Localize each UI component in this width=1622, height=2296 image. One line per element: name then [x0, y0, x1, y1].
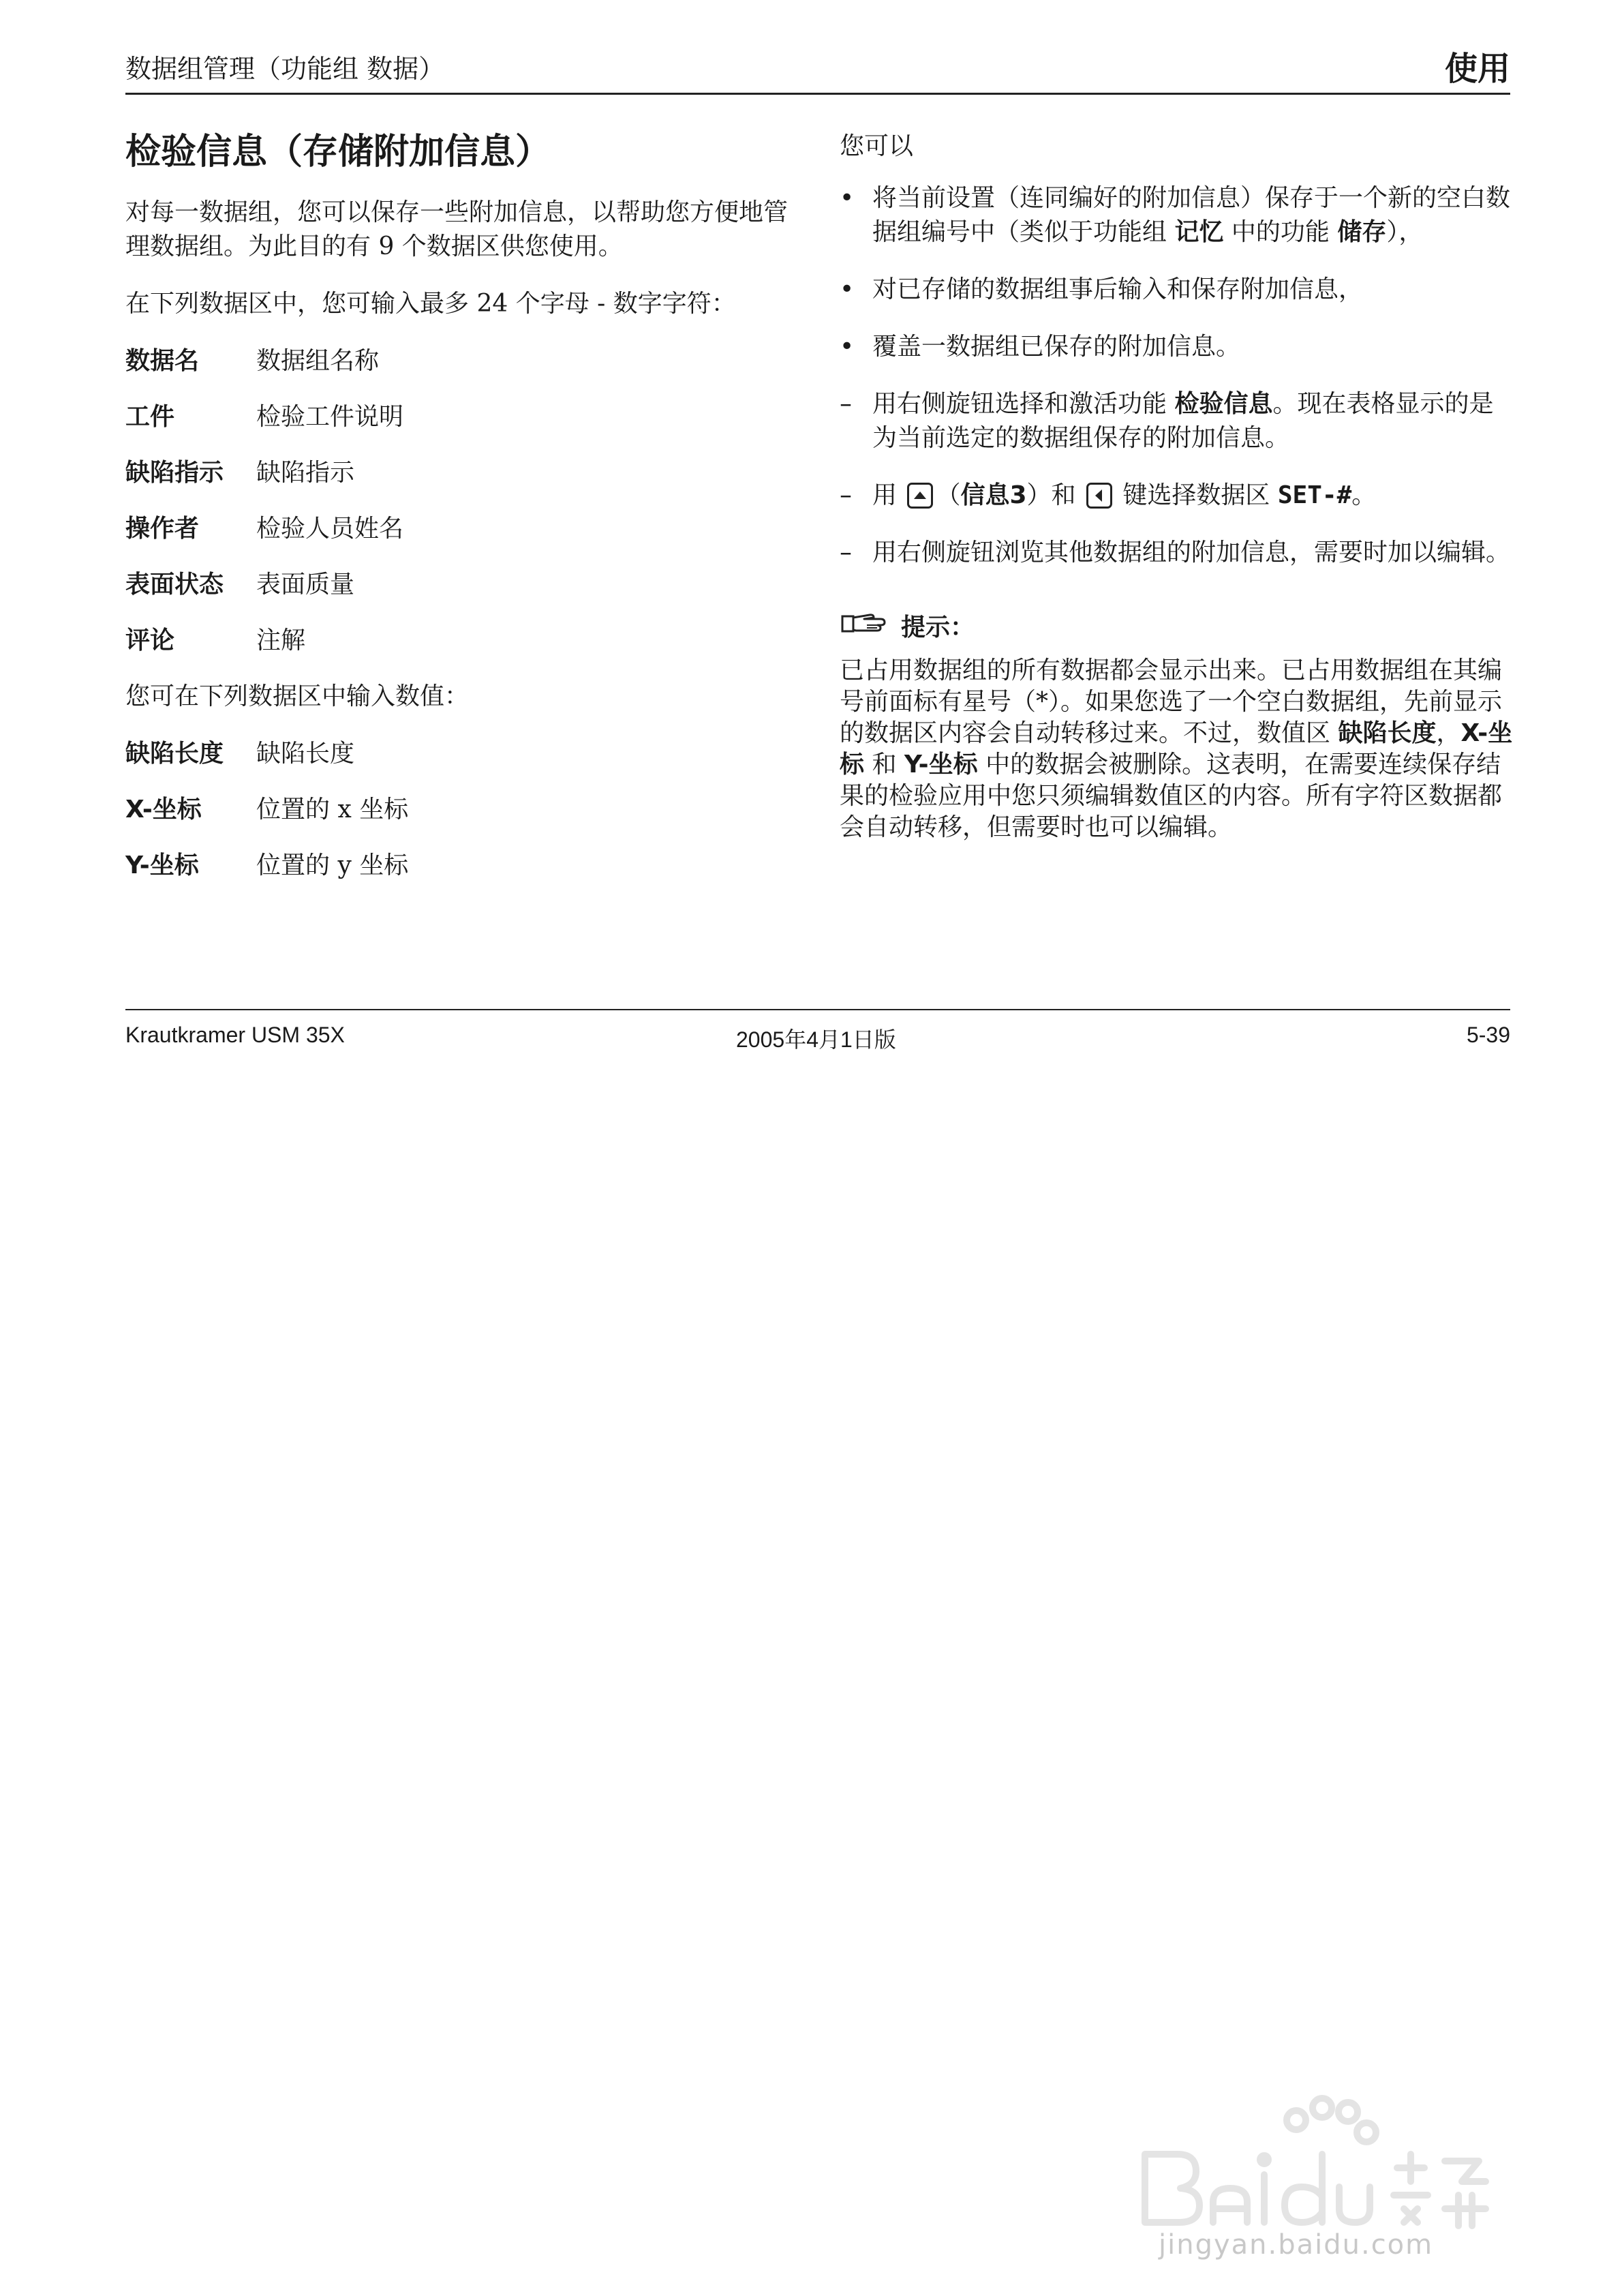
pointing-hand-icon: [840, 609, 891, 641]
field-desc: 注解: [256, 626, 306, 654]
text-run: 。: [1351, 481, 1377, 509]
hint-label: 提示：: [901, 614, 975, 641]
step-marker: –: [840, 539, 852, 567]
numeric-fields-intro: 您可在下列数据区中输入数值：: [125, 682, 470, 710]
field-row: [125, 793, 800, 827]
bold-run: 检验信息: [1174, 390, 1273, 418]
field-row: [125, 849, 800, 883]
header-rule: [125, 93, 1510, 95]
field-desc: 位置的 x 坐标: [256, 796, 409, 824]
footer-edition: 2005年4月1日版: [736, 1027, 896, 1052]
field-desc: 缺陷长度: [256, 740, 355, 768]
field-term: 操作者: [125, 515, 200, 543]
bold-run: Y-坐标: [904, 751, 978, 779]
footer-product: Krautkramer USM 35X: [125, 1023, 345, 1047]
bullet-marker: •: [840, 184, 855, 212]
text-run: ），: [1386, 218, 1424, 246]
step-item: [840, 536, 1514, 570]
text-run: 用右侧旋钮选择和激活功能: [872, 390, 1175, 418]
field-row: [125, 624, 800, 658]
hint-paragraph: [840, 655, 1514, 843]
key-left-arrow-icon: [1086, 483, 1112, 509]
text-run: 键选择数据区: [1114, 481, 1278, 509]
text-run: 中的数据会被删除。这表明，在需要连续保存结果的检验应用中您只须编辑数值区的内容。所有字符区数据都会自动转移，但需要时也可以编辑。: [840, 751, 1503, 841]
field-row: [125, 400, 800, 434]
field-term: X-坐标: [125, 796, 202, 824]
bullet-marker: •: [840, 333, 855, 361]
step-item: [840, 479, 1514, 513]
right-column: [840, 130, 1514, 843]
step-item: [840, 387, 1514, 455]
text-run: ，: [1436, 719, 1461, 747]
field-term: 缺陷指示: [125, 459, 224, 487]
bullet-item: [840, 273, 1514, 307]
bullet-text: 对已存储的数据组事后输入和保存附加信息，: [872, 275, 1364, 303]
bullet-item: [840, 330, 1514, 364]
bullet-item: [840, 181, 1514, 250]
field-row: [125, 456, 800, 490]
bullet-text: 覆盖一数据组已保存的附加信息。: [872, 333, 1241, 361]
header-section-title: 数据组管理（功能组 数据）: [125, 54, 445, 84]
text-run: 和: [864, 751, 904, 779]
step-marker: –: [840, 481, 852, 509]
field-term: 缺陷长度: [125, 740, 224, 768]
text-fields-intro: 在下列数据区中，您可输入最多 24 个字母 - 数字字符：: [125, 290, 736, 318]
key-up-arrow-icon: [907, 483, 933, 509]
hint-heading: [840, 608, 1514, 643]
field-desc: 位置的 y 坐标: [256, 851, 409, 879]
footer-rule: [125, 1009, 1510, 1010]
step-marker: –: [840, 390, 852, 418]
bold-run: 缺陷长度: [1338, 719, 1437, 747]
text-field-list: [125, 344, 800, 658]
field-row: [125, 737, 800, 771]
left-column: [125, 123, 800, 905]
text-run: 。现在表格显示的是为当前选定的数据组保存的附加信息。: [872, 390, 1494, 452]
field-row: [125, 568, 800, 602]
numeric-field-list: [125, 737, 800, 883]
options-lead: 您可以: [840, 132, 914, 160]
step-text: [872, 479, 1376, 513]
field-term: 工件: [125, 403, 175, 431]
bullet-text: [872, 181, 1514, 250]
field-term: 表面状态: [125, 571, 224, 599]
bold-run: 储存: [1337, 218, 1387, 246]
field-desc: 检验工件说明: [256, 403, 404, 431]
field-row: [125, 344, 800, 378]
intro-paragraph: 对每一数据组，您可以保存一些附加信息，以帮助您方便地管理数据组。为此目的有 9 个数据区供您使用。: [125, 198, 789, 260]
field-desc: 检验人员姓名: [256, 515, 404, 543]
text-run: 用: [872, 481, 905, 509]
text-run: 中的功能: [1223, 218, 1338, 246]
header-chapter-title: 使用: [1444, 50, 1510, 88]
field-desc: 数据组名称: [256, 347, 380, 375]
text-run: 已占用数据组的所有数据都会显示出来。已占用数据组在其编号前面标有星号（*）。如果您选了一个空白数据组，先前显示的数据区内容会自动转移过来。不过，数值区: [840, 656, 1503, 747]
field-term: 数据名: [125, 347, 200, 375]
text-run: ）和: [1026, 481, 1084, 509]
section-title: 检验信息（存储附加信息）: [125, 132, 551, 172]
field-desc: 缺陷指示: [256, 459, 355, 487]
bold-run: 信息3: [960, 481, 1027, 509]
text-run: （: [936, 481, 961, 509]
watermark-url: jingyan.baidu.com: [1159, 2229, 1434, 2261]
bullet-marker: •: [840, 275, 855, 303]
footer-page-number: 5-39: [1466, 1023, 1510, 1047]
field-row: [125, 512, 800, 546]
field-desc: 表面质量: [256, 571, 355, 599]
step-text: [872, 387, 1514, 455]
bold-run: 记忆: [1174, 218, 1224, 246]
bold-run: X-坐标: [840, 719, 1513, 779]
field-term: 评论: [125, 626, 175, 654]
bold-run: SET-#: [1277, 481, 1352, 509]
step-text: 用右侧旋钮浏览其他数据组的附加信息，需要时加以编辑。: [872, 539, 1511, 567]
text-run: 将当前设置（连同编好的附加信息）保存于一个新的空白数据组编号中（类似于功能组: [872, 184, 1511, 246]
field-term: Y-坐标: [125, 851, 199, 879]
